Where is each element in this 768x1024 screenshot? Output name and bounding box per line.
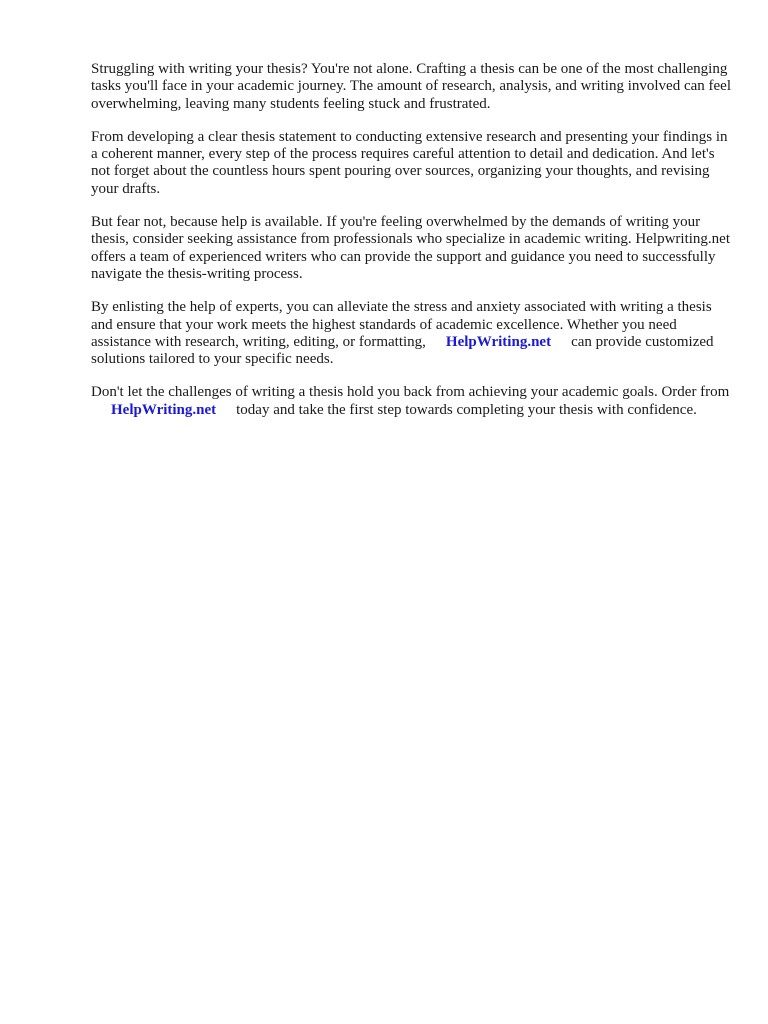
paragraph-experts-text-before: By enlisting the help of experts, you can alleviate the stress and anxiety associated with writing a thesis and ensure that your work meets the highest standards of academic excellence. Whether you need assistance with research, writing, editing, or formatting, [91, 299, 712, 350]
paragraph-experts [91, 299, 731, 368]
paragraph-process: From developing a clear thesis statement to conducting extensive research and presenting your findings in a coherent manner, every step of the process requires careful attention to detail and dedication. And let's not forget about the countless hours spent pouring over sources, organizing your thoughts, and revising your drafts. [91, 128, 728, 197]
helpwriting-link[interactable]: HelpWriting.net [445, 333, 552, 350]
paragraph-order-text-after: today and take the first step towards completing your thesis with confidence. [236, 401, 697, 418]
paragraph-order-text-before: Don't let the challenges of writing a thesis hold you back from achieving your academic goals. Order from [91, 384, 730, 401]
paragraph-help-available: But fear not, because help is available. If you're feeling overwhelmed by the demands of writing your thesis, consider seeking assistance from professionals who specialize in academic writing. Helpwriting.net offers a team of experienced writers who can provide the support and guidance you need to successfully navigate the thesis-writing process. [91, 214, 730, 282]
helpwriting-link[interactable]: HelpWriting.net [111, 401, 217, 418]
paragraph-order [91, 384, 731, 419]
document-body [91, 61, 731, 435]
paragraph-struggling: Struggling with writing your thesis? You're not alone. Crafting a thesis can be one of the most challenging tasks you'll face in your academic journey. The amount of research, analysis, and writing involved can feel overwhelming, leaving many students feeling stuck and frustrated. [91, 61, 731, 112]
paragraph-experts-text-after: can provide customized solutions tailored to your specific needs. [91, 333, 714, 368]
